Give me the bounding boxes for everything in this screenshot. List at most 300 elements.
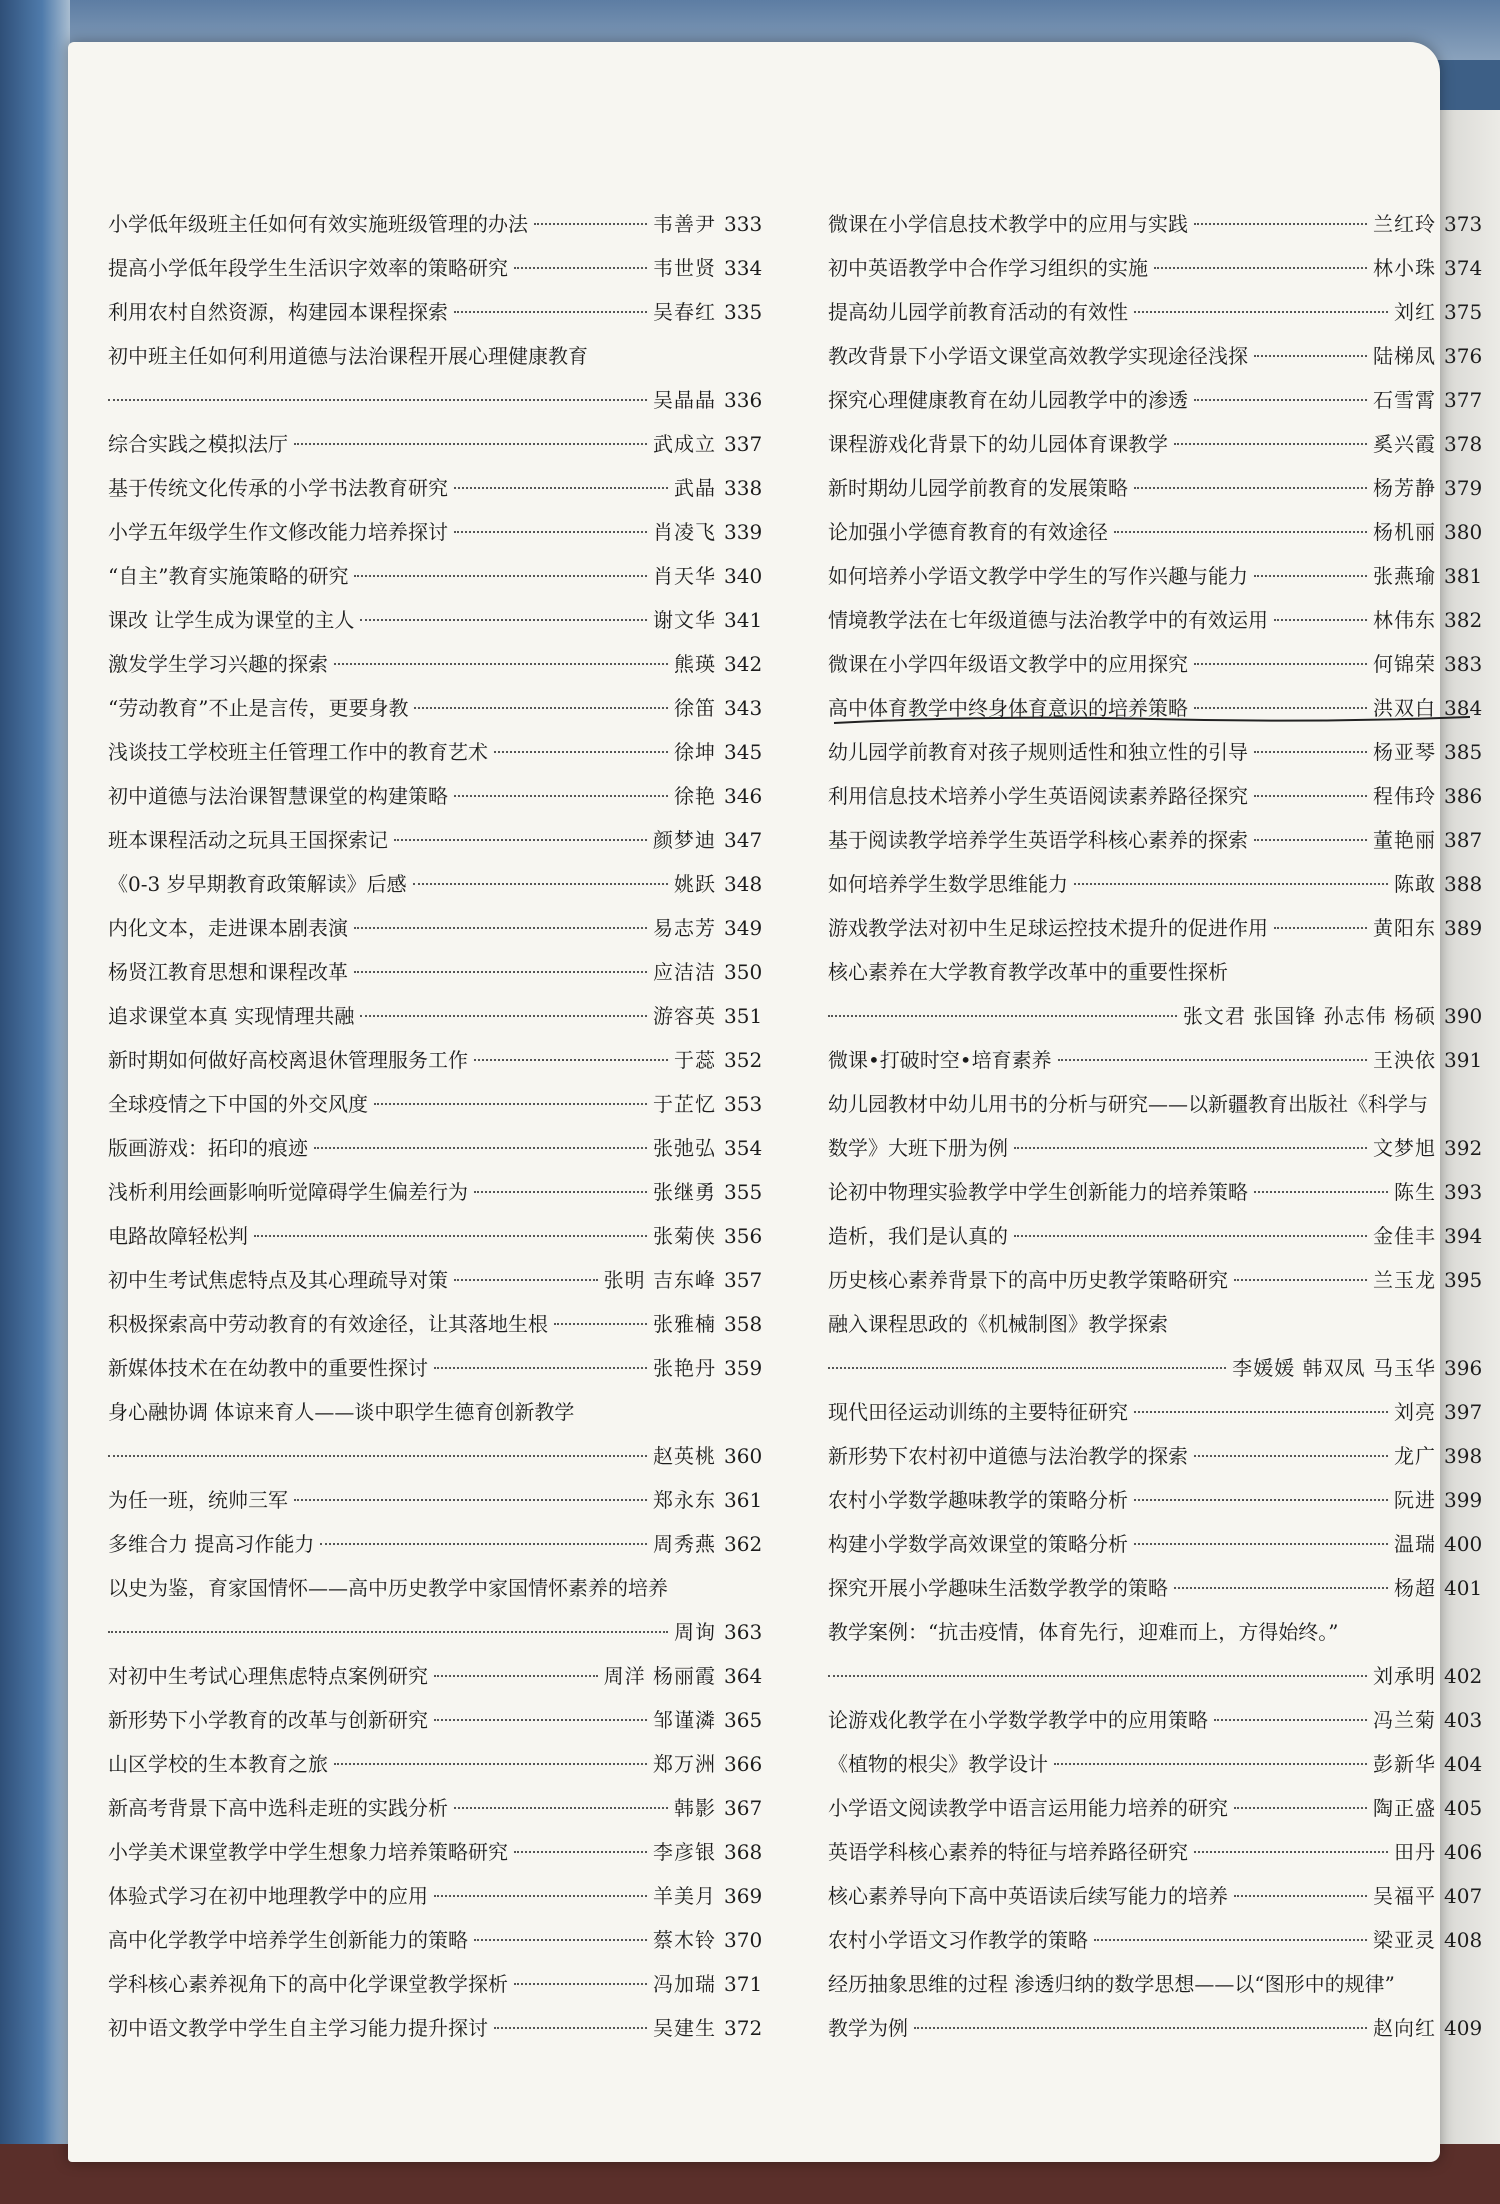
entry-title: 全球疫情之下中国的外交风度 [108, 1092, 368, 1116]
toc-entry [828, 730, 1488, 774]
entry-author: 温瑞 [1394, 1532, 1436, 1556]
entry-page-number: 347 [724, 828, 763, 852]
entry-author: 郑永东 [653, 1488, 716, 1512]
entry-title: 利用信息技术培养小学生英语阅读素养路径探究 [828, 784, 1248, 808]
entry-title: 新形势下农村初中道德与法治教学的探索 [828, 1444, 1188, 1468]
leader-dots [394, 839, 647, 841]
toc-entry [108, 1786, 768, 1830]
entry-page-number: 365 [724, 1708, 763, 1732]
entry-author: 刘红 [1394, 300, 1436, 324]
entry-author: 游容英 [653, 1004, 716, 1028]
entry-title: 论加强小学德育教育的有效途径 [828, 520, 1108, 544]
entry-page-number: 398 [1444, 1444, 1483, 1468]
entry-title: 微课•打破时空•培育素养 [828, 1048, 1052, 1072]
entry-page-number: 368 [724, 1840, 763, 1864]
entry-title: 小学美术课堂教学中学生想象力培养策略研究 [108, 1840, 508, 1864]
entry-title: 新媒体技术在在幼教中的重要性探讨 [108, 1356, 428, 1380]
entry-author: 陈生 [1394, 1180, 1436, 1204]
leader-dots [108, 1631, 668, 1633]
entry-page-number: 349 [724, 916, 763, 940]
leader-dots [534, 223, 647, 225]
leader-dots [434, 1895, 647, 1897]
leader-dots [434, 1719, 647, 1721]
toc-entry [828, 1610, 1488, 1698]
leader-dots [360, 1015, 647, 1017]
leader-dots [1134, 1411, 1388, 1413]
entry-page-number: 333 [724, 212, 763, 236]
entry-page-number: 408 [1444, 1928, 1483, 1952]
entry-page-number: 396 [1444, 1356, 1483, 1380]
entry-author: 韦善尹 [653, 212, 716, 236]
entry-author: 杨机丽 [1373, 520, 1436, 544]
entry-page-number: 407 [1444, 1884, 1483, 1908]
entry-author: 董艳丽 [1373, 828, 1436, 852]
leader-dots [254, 1235, 647, 1237]
toc-entry [108, 510, 768, 554]
leader-dots [294, 1499, 647, 1501]
leader-dots [1134, 311, 1388, 313]
entry-author: 金佳丰 [1373, 1224, 1436, 1248]
leader-dots [1174, 1587, 1388, 1589]
toc-entry [828, 246, 1488, 290]
toc-entry [108, 1302, 768, 1346]
entry-page-number: 366 [724, 1752, 763, 1776]
entry-author: 谢文华 [653, 608, 716, 632]
entry-author: 刘承明 [1373, 1664, 1436, 1688]
entry-page-number: 375 [1444, 300, 1483, 324]
toc-entry [828, 1962, 1488, 2050]
entry-tail [828, 2006, 1488, 2050]
entry-title: 新时期幼儿园学前教育的发展策略 [828, 476, 1128, 500]
entry-author: 杨芳静 [1373, 476, 1436, 500]
toc-left-column [108, 202, 768, 2050]
entry-title: 幼儿园教材中幼儿用书的分析与研究——以新疆教育出版社《科学与 [828, 1092, 1428, 1116]
entry-page-number: 358 [724, 1312, 763, 1336]
entry-tail [108, 1610, 768, 1654]
toc-entry [828, 1566, 1488, 1610]
leader-dots [514, 1851, 647, 1853]
entry-title: 基于传统文化传承的小学书法教育研究 [108, 476, 448, 500]
entry-title: 论游戏化教学在小学数学教学中的应用策略 [828, 1708, 1208, 1732]
entry-author: 张明 吉东峰 [603, 1268, 716, 1292]
toc-entry [828, 906, 1488, 950]
entry-author: 彭新华 [1373, 1752, 1436, 1776]
toc-entry [828, 1170, 1488, 1214]
toc-entry [828, 1742, 1488, 1786]
leader-dots [494, 2027, 647, 2029]
entry-title: 如何培养小学语文教学中学生的写作兴趣与能力 [828, 564, 1248, 588]
entry-page-number: 382 [1444, 608, 1483, 632]
entry-title: 积极探索高中劳动教育的有效途径，让其落地生根 [108, 1312, 548, 1336]
backdrop-left [0, 0, 70, 2204]
leader-dots [1254, 355, 1367, 357]
entry-author: 徐坤 [674, 740, 716, 764]
toc-entry [828, 1082, 1488, 1170]
toc-entry [108, 686, 768, 730]
entry-title: 小学低年级班主任如何有效实施班级管理的办法 [108, 212, 528, 236]
toc-entry [828, 862, 1488, 906]
entry-title: 探究心理健康教育在幼儿园教学中的渗透 [828, 388, 1188, 412]
toc-entry [108, 774, 768, 818]
toc-entry [108, 1654, 768, 1698]
leader-dots [1134, 487, 1367, 489]
leader-dots [108, 1455, 647, 1457]
entry-title: 小学五年级学生作文修改能力培养探讨 [108, 520, 448, 544]
entry-title: 对初中生考试心理焦虑特点案例研究 [108, 1664, 428, 1688]
toc-entry [828, 1478, 1488, 1522]
toc-entry [108, 1126, 768, 1170]
entry-author: 韩影 [674, 1796, 716, 1820]
entry-title: 经历抽象思维的过程 渗透归纳的数学思想——以“图形中的规律” [828, 1972, 1395, 1996]
entry-page-number: 392 [1444, 1136, 1483, 1160]
entry-title: 基于阅读教学培养学生英语学科核心素养的探索 [828, 828, 1248, 852]
leader-dots [1194, 1455, 1388, 1457]
entry-author: 杨亚琴 [1373, 740, 1436, 764]
leader-dots [1194, 399, 1367, 401]
entry-page-number: 370 [724, 1928, 763, 1952]
entry-page-number: 338 [724, 476, 763, 500]
toc-page [68, 42, 1483, 2162]
entry-author: 石雪霄 [1373, 388, 1436, 412]
entry-page-number: 383 [1444, 652, 1483, 676]
leader-dots [360, 619, 647, 621]
toc-entry [108, 1214, 768, 1258]
leader-dots [1058, 1059, 1367, 1061]
toc-entry [108, 730, 768, 774]
entry-author: 颜梦迪 [653, 828, 716, 852]
entry-page-number: 374 [1444, 256, 1483, 280]
entry-author: 肖天华 [653, 564, 716, 588]
leader-dots [1274, 619, 1367, 621]
leader-dots [1194, 223, 1367, 225]
entry-title: 提高幼儿园学前教育活动的有效性 [828, 300, 1128, 324]
entry-page-number: 377 [1444, 388, 1483, 412]
leader-dots [1014, 1147, 1367, 1149]
entry-title: 新形势下小学教育的改革与创新研究 [108, 1708, 428, 1732]
entry-title: 综合实践之模拟法厅 [108, 432, 288, 456]
entry-author: 赵向红 [1373, 2016, 1436, 2040]
entry-tail [828, 1346, 1488, 1390]
toc-entry [828, 598, 1488, 642]
entry-page-number: 359 [724, 1356, 763, 1380]
entry-page-number: 400 [1444, 1532, 1483, 1556]
toc-entry [108, 1522, 768, 1566]
toc-entry [828, 1302, 1488, 1390]
toc-entry [108, 1478, 768, 1522]
leader-dots [294, 443, 647, 445]
entry-author: 阮进 [1394, 1488, 1436, 1512]
entry-page-number: 388 [1444, 872, 1483, 896]
leader-dots [108, 399, 647, 401]
entry-page-number: 394 [1444, 1224, 1483, 1248]
leader-dots [1234, 1807, 1367, 1809]
entry-title: 现代田径运动训练的主要特征研究 [828, 1400, 1128, 1424]
entry-page-number: 363 [724, 1620, 763, 1644]
entry-title: 英语学科核心素养的特征与培养路径研究 [828, 1840, 1188, 1864]
entry-page-number: 336 [724, 388, 763, 412]
toc-entry [108, 1918, 768, 1962]
toc-entry [828, 378, 1488, 422]
entry-page-number: 367 [724, 1796, 763, 1820]
entry-author: 肖凌飞 [653, 520, 716, 544]
toc-entry [108, 202, 768, 246]
entry-title: 班本课程活动之玩具王国探索记 [108, 828, 388, 852]
entry-page-number: 378 [1444, 432, 1483, 456]
entry-title: 教改背景下小学语文课堂高效教学实现途径浅探 [828, 344, 1248, 368]
toc-entry [108, 1082, 768, 1126]
leader-dots [514, 267, 647, 269]
leader-dots [1054, 1763, 1367, 1765]
leader-dots [474, 1191, 647, 1193]
entry-author: 武成立 [653, 432, 716, 456]
entry-title: 核心素养导向下高中英语读后续写能力的培养 [828, 1884, 1228, 1908]
entry-title: 提高小学低年段学生生活识字效率的策略研究 [108, 256, 508, 280]
leader-dots [1134, 1543, 1388, 1545]
entry-page-number: 397 [1444, 1400, 1483, 1424]
entry-page-number: 387 [1444, 828, 1483, 852]
toc-entry [828, 1698, 1488, 1742]
toc-entry [828, 1918, 1488, 1962]
toc-entry [108, 598, 768, 642]
entry-page-number: 390 [1444, 1004, 1483, 1028]
entry-title: 学科核心素养视角下的高中化学课堂教学探析 [108, 1972, 508, 1996]
toc-entry [828, 1390, 1488, 1434]
entry-page-number: 361 [724, 1488, 763, 1512]
toc-entry [108, 1566, 768, 1654]
toc-entry [108, 1390, 768, 1478]
entry-author: 徐笛 [674, 696, 716, 720]
entry-title: 历史核心素养背景下的高中历史教学策略研究 [828, 1268, 1228, 1292]
entry-title: 初中生考试焦虑特点及其心理疏导对策 [108, 1268, 448, 1292]
entry-title: 教学案例：“抗击疫情，体育先行，迎难而上，方得始终。” [828, 1620, 1339, 1644]
entry-page-number: 356 [724, 1224, 763, 1248]
entry-title: 农村小学语文习作教学的策略 [828, 1928, 1088, 1952]
entry-page-number: 353 [724, 1092, 763, 1116]
entry-page-number: 337 [724, 432, 763, 456]
leader-dots [474, 1939, 647, 1941]
entry-title: 内化文本，走进课本剧表演 [108, 916, 348, 940]
entry-author: 羊美月 [653, 1884, 716, 1908]
entry-title: 山区学校的生本教育之旅 [108, 1752, 328, 1776]
leader-dots [1094, 1939, 1367, 1941]
entry-tail [108, 1434, 768, 1478]
toc-entry [108, 290, 768, 334]
leader-dots [454, 1807, 668, 1809]
entry-page-number: 372 [724, 2016, 763, 2040]
entry-author: 熊瑛 [674, 652, 716, 676]
entry-page-number: 335 [724, 300, 763, 324]
leader-dots [320, 1543, 647, 1545]
toc-entry [108, 862, 768, 906]
toc-entry [108, 994, 768, 1038]
entry-page-number: 406 [1444, 1840, 1483, 1864]
entry-page-number: 386 [1444, 784, 1483, 808]
entry-title: 课程游戏化背景下的幼儿园体育课教学 [828, 432, 1168, 456]
entry-page-number: 379 [1444, 476, 1483, 500]
entry-author: 吴晶晶 [653, 388, 716, 412]
toc-entry [108, 466, 768, 510]
entry-author: 洪双白 [1373, 696, 1436, 720]
entry-title-continuation: 数学》大班下册为例 [828, 1136, 1008, 1160]
entry-author: 冯兰菊 [1373, 1708, 1436, 1732]
leader-dots [1134, 1499, 1388, 1501]
entry-page-number: 351 [724, 1004, 763, 1028]
toc-entry [108, 1346, 768, 1390]
entry-title-continuation: 教学为例 [828, 2016, 908, 2040]
entry-author: 吴春红 [653, 300, 716, 324]
leader-dots [1154, 267, 1367, 269]
entry-page-number: 343 [724, 696, 763, 720]
leader-dots [828, 1675, 1367, 1677]
leader-dots [1114, 531, 1367, 533]
leader-dots [1194, 1851, 1388, 1853]
toc-entry [108, 1962, 768, 2006]
leader-dots [1194, 707, 1367, 709]
toc-entry [828, 466, 1488, 510]
toc-entry [108, 950, 768, 994]
toc-entry [108, 2006, 768, 2050]
leader-dots [1074, 883, 1388, 885]
entry-title: 版画游戏：拓印的痕迹 [108, 1136, 308, 1160]
leader-dots [494, 751, 668, 753]
leader-dots [454, 311, 647, 313]
entry-page-number: 389 [1444, 916, 1483, 940]
entry-tail [828, 1654, 1488, 1698]
entry-author: 冯加瑞 [653, 1972, 716, 1996]
entry-title: 探究开展小学趣味生活数学教学的策略 [828, 1576, 1168, 1600]
entry-title: 浅析利用绘画影响听觉障碍学生偏差行为 [108, 1180, 468, 1204]
entry-author: 陶正盛 [1373, 1796, 1436, 1820]
entry-author: 应洁洁 [653, 960, 716, 984]
entry-title: 核心素养在大学教育教学改革中的重要性探析 [828, 960, 1228, 984]
entry-page-number: 339 [724, 520, 763, 544]
entry-page-number: 385 [1444, 740, 1483, 764]
entry-author: 赵英桃 [653, 1444, 716, 1468]
entry-title: 融入课程思政的《机械制图》教学探索 [828, 1312, 1168, 1336]
entry-author: 张燕瑜 [1373, 564, 1436, 588]
entry-tail [828, 1126, 1488, 1170]
toc-entry [108, 642, 768, 686]
entry-title: 激发学生学习兴趣的探索 [108, 652, 328, 676]
entry-author: 陆梯凤 [1373, 344, 1436, 368]
toc-entry [828, 334, 1488, 378]
entry-author: 邹谨潾 [653, 1708, 716, 1732]
toc-entry [828, 1786, 1488, 1830]
entry-title: 游戏教学法对初中生足球运控技术提升的促进作用 [828, 916, 1268, 940]
leader-dots [1274, 927, 1367, 929]
toc-entry [828, 510, 1488, 554]
entry-title: 如何培养学生数学思维能力 [828, 872, 1068, 896]
entry-title: 微课在小学信息技术教学中的应用与实践 [828, 212, 1188, 236]
entry-page-number: 380 [1444, 520, 1483, 544]
leader-dots [828, 1015, 1177, 1017]
leader-dots [1254, 751, 1367, 753]
entry-page-number: 371 [724, 1972, 763, 1996]
leader-dots [1254, 1191, 1388, 1193]
entry-author: 张弛弘 [653, 1136, 716, 1160]
entry-author: 田丹 [1394, 1840, 1436, 1864]
entry-author: 李彦银 [653, 1840, 716, 1864]
entry-title: 以史为鉴，育家国情怀——高中历史教学中家国情怀素养的培养 [108, 1576, 668, 1600]
entry-author: 林小珠 [1373, 256, 1436, 280]
entry-author: 蔡木铃 [653, 1928, 716, 1952]
toc-entry [108, 1698, 768, 1742]
toc-entry [828, 1038, 1488, 1082]
leader-dots [354, 927, 647, 929]
entry-author: 于芷忆 [653, 1092, 716, 1116]
leader-dots [434, 1367, 647, 1369]
entry-author: 程伟玲 [1373, 784, 1436, 808]
entry-page-number: 402 [1444, 1664, 1483, 1688]
toc-entry [828, 202, 1488, 246]
entry-page-number: 399 [1444, 1488, 1483, 1512]
toc-entry [108, 554, 768, 598]
entry-title: 追求课堂本真 实现情理共融 [108, 1004, 355, 1028]
leader-dots [454, 531, 647, 533]
pen-underline-mark [832, 713, 1472, 727]
toc-entry [828, 642, 1488, 686]
entry-author: 刘亮 [1394, 1400, 1436, 1424]
entry-author: 徐艳 [674, 784, 716, 808]
toc-entry [828, 1434, 1488, 1478]
entry-author: 周洋 杨丽霞 [603, 1664, 716, 1688]
toc-entry [828, 1830, 1488, 1874]
entry-title: 杨贤江教育思想和课程改革 [108, 960, 348, 984]
toc-entry [108, 1038, 768, 1082]
entry-tail [828, 994, 1488, 1038]
entry-title: 初中道德与法治课智慧课堂的构建策略 [108, 784, 448, 808]
leader-dots [374, 1103, 647, 1105]
entry-page-number: 381 [1444, 564, 1483, 588]
entry-title: 高中化学教学中培养学生创新能力的策略 [108, 1928, 468, 1952]
toc-entry [828, 290, 1488, 334]
entry-author: 兰红玲 [1373, 212, 1436, 236]
entry-title: 初中语文教学中学生自主学习能力提升探讨 [108, 2016, 488, 2040]
entry-page-number: 355 [724, 1180, 763, 1204]
entry-author: 张文君 张国锋 孙志伟 杨硕 [1182, 1004, 1436, 1028]
entry-title: 电路故障轻松判 [108, 1224, 248, 1248]
entry-page-number: 346 [724, 784, 763, 808]
entry-page-number: 350 [724, 960, 763, 984]
entry-author: 李媛媛 韩双凤 马玉华 [1232, 1356, 1436, 1380]
entry-page-number: 373 [1444, 212, 1483, 236]
entry-page-number: 362 [724, 1532, 763, 1556]
entry-title: 为任一班，统帅三军 [108, 1488, 288, 1512]
entry-author: 姚跃 [674, 872, 716, 896]
leader-dots [1254, 839, 1367, 841]
leader-dots [414, 707, 668, 709]
entry-title: 新时期如何做好高校离退休管理服务工作 [108, 1048, 468, 1072]
toc-entry [828, 554, 1488, 598]
entry-title: 初中班主任如何利用道德与法治课程开展心理健康教育 [108, 344, 588, 368]
toc-entry [108, 906, 768, 950]
toc-right-column [828, 202, 1488, 2050]
leader-dots [514, 1983, 647, 1985]
entry-title: 浅谈技工学校班主任管理工作中的教育艺术 [108, 740, 488, 764]
entry-page-number: 395 [1444, 1268, 1483, 1292]
entry-author: 奚兴霞 [1373, 432, 1436, 456]
entry-page-number: 403 [1444, 1708, 1483, 1732]
entry-page-number: 376 [1444, 344, 1483, 368]
entry-page-number: 404 [1444, 1752, 1483, 1776]
toc-entry [828, 1214, 1488, 1258]
leader-dots [413, 883, 668, 885]
entry-page-number: 345 [724, 740, 763, 764]
leader-dots [1234, 1895, 1367, 1897]
entry-title: 造析，我们是认真的 [828, 1224, 1008, 1248]
entry-title: “自主”教育实施策略的研究 [108, 564, 349, 588]
leader-dots [334, 663, 668, 665]
